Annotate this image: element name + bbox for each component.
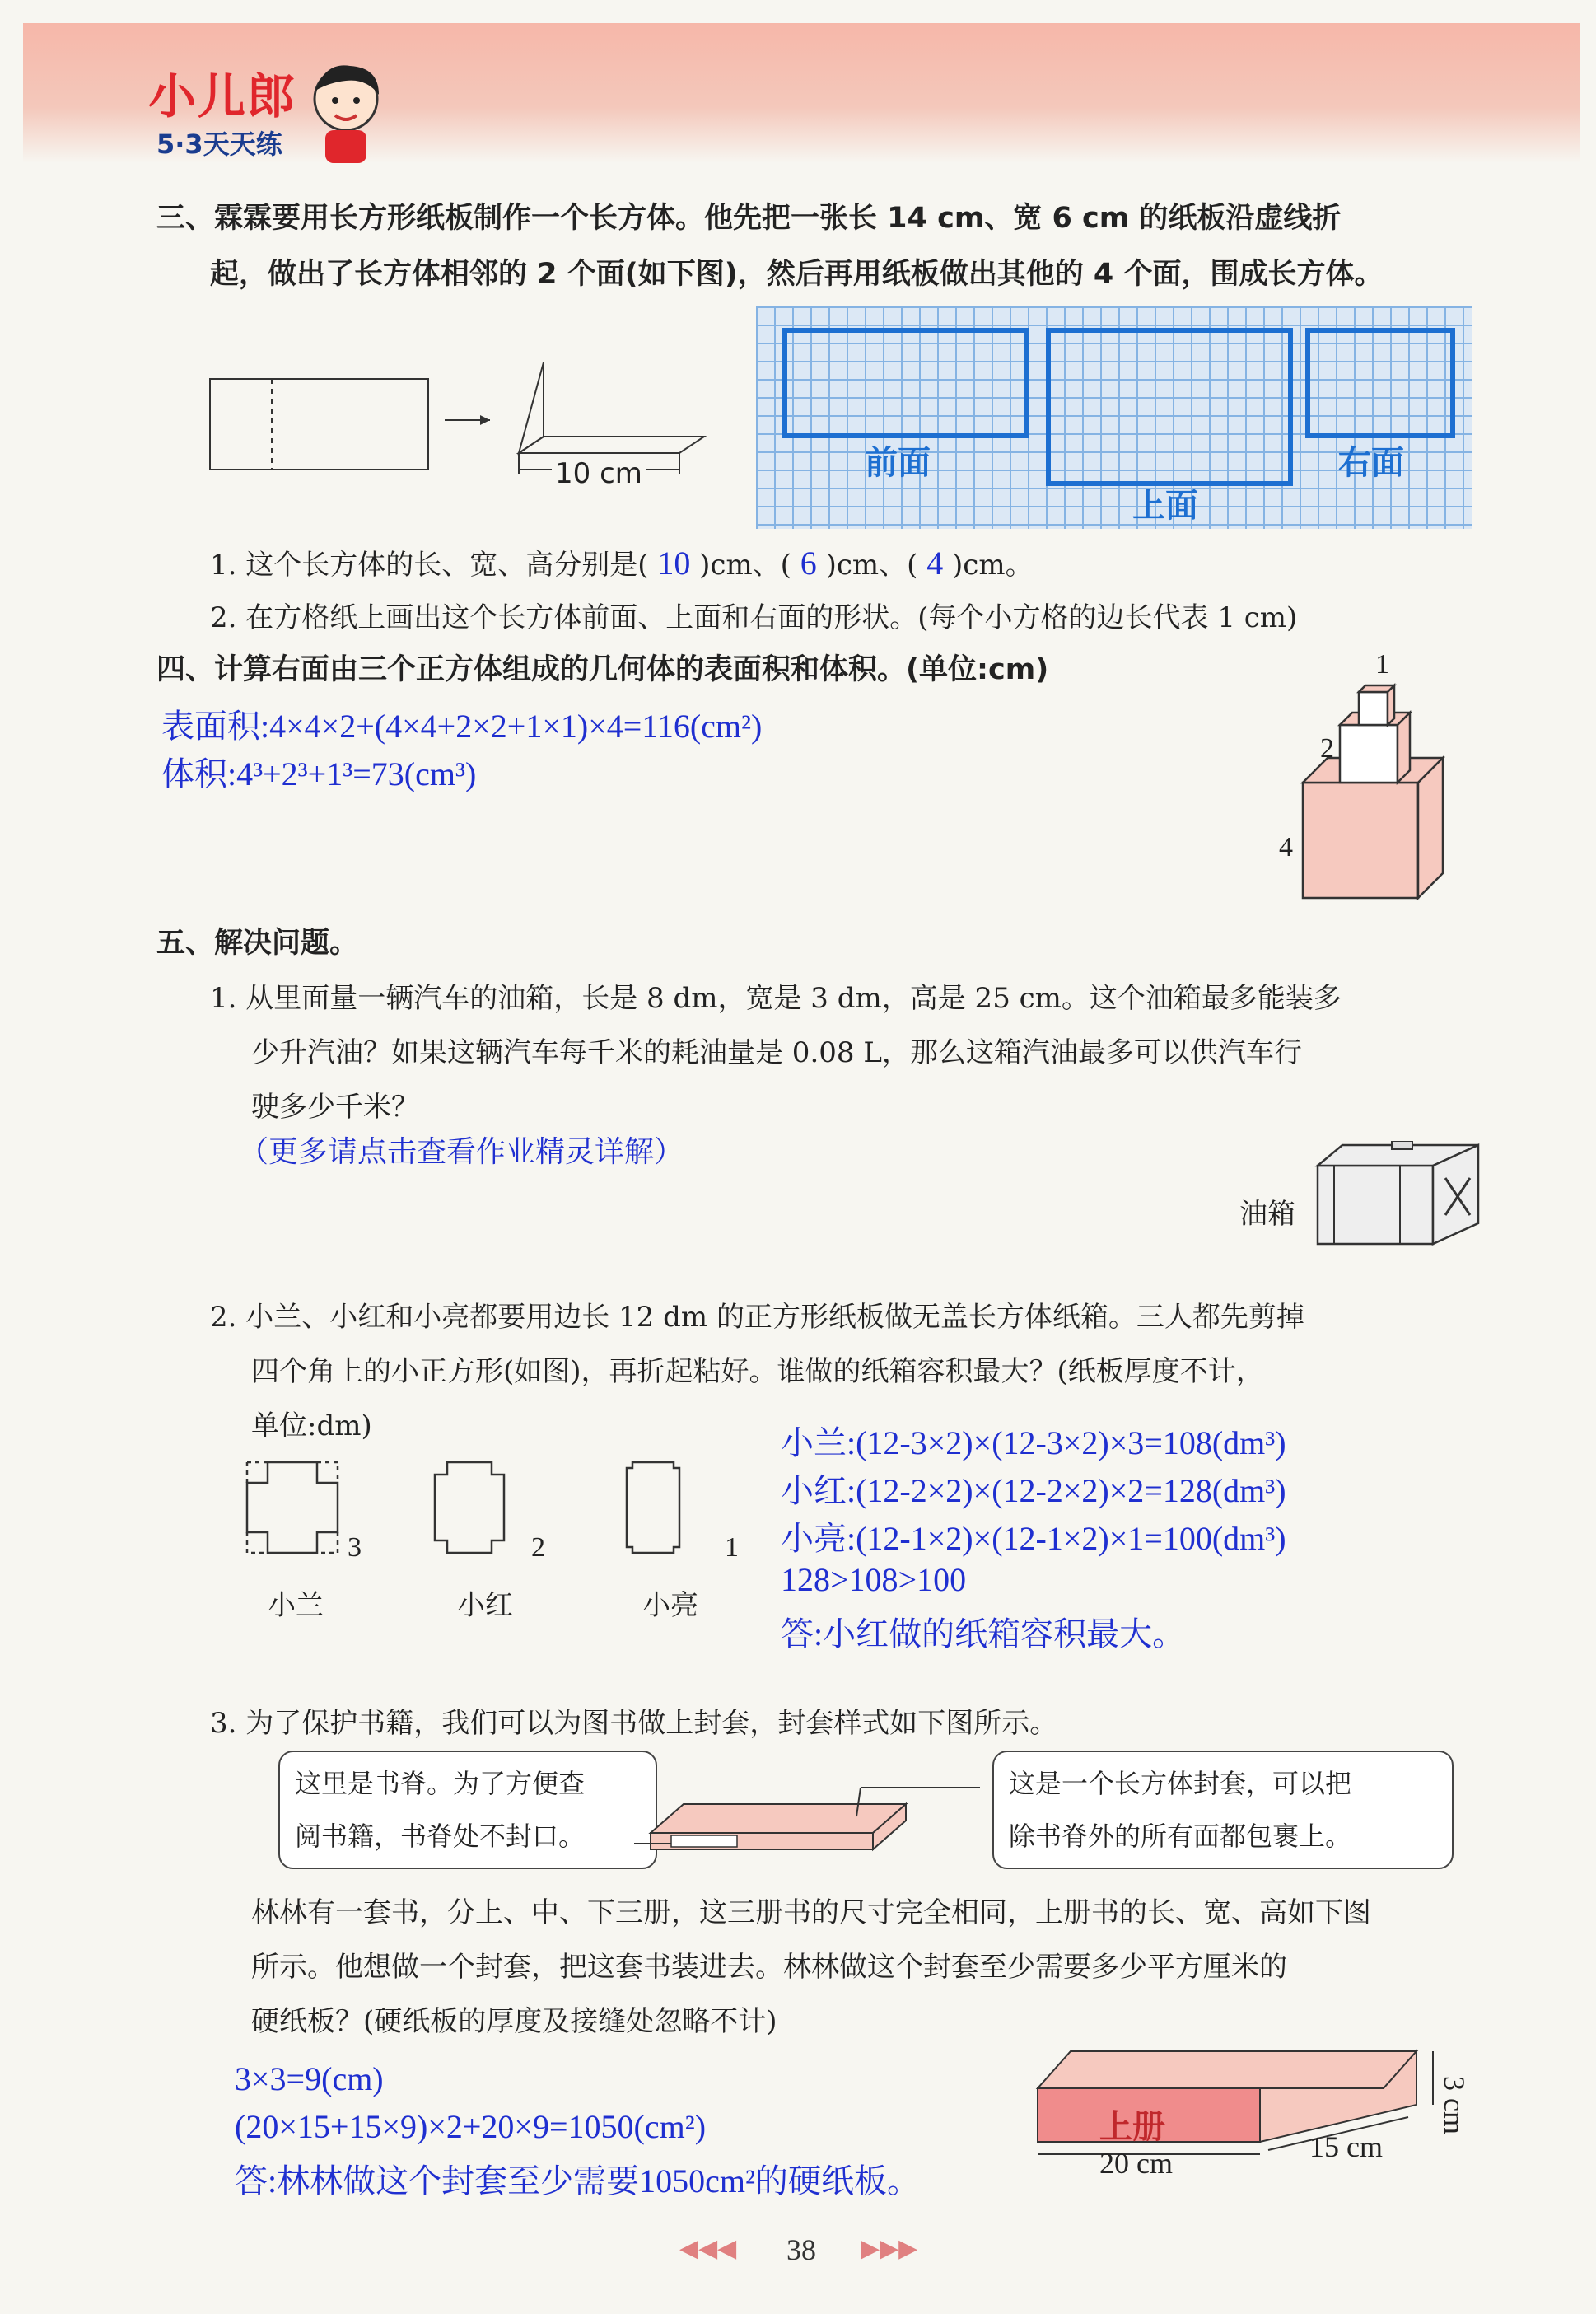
q3-item1: 1. 这个长方体的长、宽、高分别是( 10 )cm、( 6 )cm、( 4 )cm。 (210, 545, 1034, 582)
q5-p2-answer-lan: 小兰:(12-3×2)×(12-3×2)×3=108(dm³) (781, 1424, 1286, 1461)
brand-subtitle: 5·3天天练 (156, 129, 282, 160)
q5-p3-line1: 3. 为了保护书籍，我们可以为图书做上封套，封套样式如下图所示。 (210, 1707, 1058, 1740)
q5-p1-line3: 驶多少千米？ (251, 1091, 419, 1124)
cube-label-4: 4 (1279, 832, 1293, 862)
answer-height: 4 (926, 545, 944, 582)
answer-length: 10 (657, 545, 691, 582)
q4-answer-surface: 表面积:4×4×2+(4×4+2×2+1×1)×4=116(cm²) (161, 708, 763, 745)
q3-title: 三、霖霖要用长方形纸板制作一个长方体。他先把一张长 14 cm、宽 6 cm 的纸板沿虚线折 (156, 202, 1342, 235)
grid-right-face (1305, 328, 1455, 438)
grid-front-face (782, 328, 1029, 438)
q3-item2: 2. 在方格纸上画出这个长方体前面、上面和右面的形状。(每个小方格的边长代表 1 cm) (210, 601, 1298, 634)
dim-label-10cm: 10 cm (552, 457, 646, 490)
fuel-tank-icon (1314, 1141, 1482, 1248)
solution-link[interactable]: （更多请点击查看作业精灵详解） (239, 1135, 684, 1169)
q5-p3-answer-1: 3×3=9(cm) (235, 2060, 384, 2097)
cube-label-1: 1 (1375, 649, 1389, 680)
fig-name-hong: 小红 (457, 1589, 513, 1622)
q5-p1-line1: 1. 从里面量一辆汽车的油箱，长是 8 dm，宽是 3 dm，高是 25 cm。这个油箱最多能装多 (210, 982, 1342, 1015)
q5-p3-line3: 所示。他想做一个封套，把这套书装进去。林林做这个封套至少需要多少平方厘米的 (251, 1951, 1287, 1984)
q5-p2-answer-liang: 小亮:(12-1×2)×(12-1×2)×1=100(dm³) (781, 1520, 1286, 1557)
q5-p3-answer-2: (20×15+15×9)×2+20×9=1050(cm²) (235, 2108, 707, 2145)
mascot-icon (301, 58, 391, 165)
callout-cover: 这是一个长方体封套，可以把 除书脊外的所有面都包裹上。 (992, 1751, 1454, 1869)
q4-title: 四、计算右面由三个正方体组成的几何体的表面积和体积。(单位:cm) (156, 653, 1049, 686)
q5-p3-line2: 林林有一套书，分上、中、下三册，这三册书的尺寸完全相同，上册书的长、宽、高如下图 (251, 1896, 1371, 1929)
q5-p2-line2: 四个角上的小正方形(如图)，再折起粘好。谁做的纸箱容积最大？(纸板厚度不计， (251, 1355, 1264, 1388)
page-number: 38 (786, 2233, 816, 2266)
fig-name-lan: 小兰 (268, 1589, 324, 1622)
q5-p2-line1: 2. 小兰、小红和小亮都要用边长 12 dm 的正方形纸板做无盖长方体纸箱。三人都先剪掉 (210, 1301, 1304, 1334)
brand-logo: 小儿郎 (148, 68, 297, 124)
q5-p3-answer-3: 答:林林做这个封套至少需要1050cm²的硬纸板。 (235, 2162, 920, 2199)
fig-name-liang: 小亮 (642, 1589, 698, 1622)
book-height-label: 3 cm (1438, 2076, 1471, 2134)
q5-p3-line4: 硬纸板？(硬纸板的厚度及接缝处忽略不计) (251, 2005, 777, 2038)
cube-label-2: 2 (1320, 733, 1334, 764)
next-page-arrows[interactable]: ▶▶▶ (861, 2234, 918, 2263)
tank-label: 油箱 (1239, 1198, 1295, 1231)
stacked-cubes-figure (1268, 651, 1482, 914)
q4-answer-volume: 体积:4³+2³+1³=73(cm³) (161, 755, 477, 792)
cut-label-liang: 1 (725, 1532, 739, 1563)
answer-width: 6 (800, 545, 817, 582)
grid-label-right: 右面 (1338, 444, 1404, 482)
grid-label-top: 上面 (1132, 487, 1198, 525)
q5-p2-conclusion: 答:小红做的纸箱容积最大。 (781, 1615, 1186, 1653)
q5-p2-line3: 单位:dm) (251, 1409, 372, 1442)
book-length-label: 20 cm (1099, 2147, 1173, 2180)
grid-top-face (1046, 328, 1293, 486)
book-dimensions-figure (1021, 2039, 1482, 2183)
prev-page-arrows[interactable]: ◀◀◀ (679, 2234, 737, 2263)
cut-square-figures (243, 1458, 778, 1582)
book-width-label: 15 cm (1309, 2130, 1383, 2163)
q3-title-line2: 起，做出了长方体相邻的 2 个面(如下图)，然后再用纸板做出其他的 4 个面，围成长方体。 (210, 258, 1384, 291)
q5-p1-line2: 少升汽油？如果这辆汽车每千米的耗油量是 0.08 L，那么这箱汽油最多可以供汽车行 (251, 1036, 1302, 1069)
cut-label-lan: 3 (348, 1532, 362, 1563)
book-spine-label: 上册 (1099, 2108, 1165, 2146)
q5-p2-compare: 128>108>100 (781, 1561, 967, 1598)
callout-spine: 这里是书脊。为了方便查 阅书籍，书脊处不封口。 (278, 1751, 657, 1869)
cut-label-hong: 2 (531, 1532, 545, 1563)
grid-label-front: 前面 (865, 444, 931, 482)
q5-title: 五、解决问题。 (156, 927, 359, 960)
book-cover-figure (634, 1771, 980, 1862)
q5-p2-answer-hong: 小红:(12-2×2)×(12-2×2)×2=128(dm³) (781, 1472, 1286, 1509)
